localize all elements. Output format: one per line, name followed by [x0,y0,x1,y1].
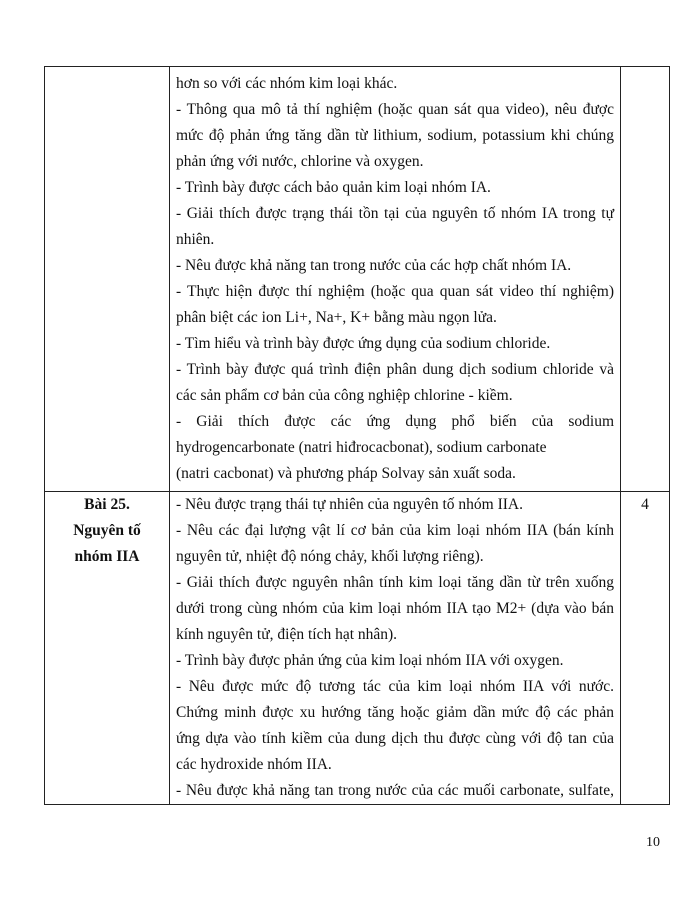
text-line: các hydroxide nhóm IIA. [176,756,332,773]
text-line: (natri cacbonat) và phương pháp Solvay sản xuất soda. [176,465,516,482]
lesson-title-line: nhóm IIA [74,548,140,565]
page-number: 10 [646,835,660,850]
text-line: Chứng minh được xu hướng tăng hoặc giảm dần mức độ các phản [176,704,614,721]
table-row [45,492,670,805]
text-line: - Nêu được trạng thái tự nhiên của nguyên tố nhóm IIA. [176,496,523,513]
text-line: các sản phẩm cơ bản của công nghiệp chlorine - kiềm. [176,387,513,404]
text-line: - Giải thích được nguyên nhân tính kim loại tăng dần từ trên xuống [176,574,614,591]
text-line: - Trình bày được quá trình điện phân dung dịch sodium chloride và [176,361,614,378]
table-row [45,67,670,492]
periods-cell [621,67,670,492]
text-line: - Trình bày được phản ứng của kim loại nhóm IIA với oxygen. [176,652,564,669]
text-line: dưới trong cùng nhóm của kim loại nhóm IIA tạo M2+ (dựa vào bán [176,600,614,617]
text-line: nhiên. [176,231,215,248]
lesson-cell [45,67,170,492]
requirements-cell [170,67,621,492]
text-line: - Giải thích được các ứng dụng phổ biến của sodium [176,413,614,430]
text-line: - Thông qua mô tả thí nghiệm (hoặc quan sát qua video), nêu được [176,101,614,118]
text-line: - Nêu các đại lượng vật lí cơ bản của kim loại nhóm IIA (bán kính [176,522,614,539]
requirements-text [176,492,614,804]
text-line: - Nêu được mức độ tương tác của kim loại nhóm IIA với nước. [176,678,614,695]
text-line: - Thực hiện được thí nghiệm (hoặc qua quan sát video thí nghiệm) [176,283,614,300]
text-line: - Tìm hiểu và trình bày được ứng dụng của sodium chloride. [176,335,551,352]
text-line: - Nêu được khả năng tan trong nước của các hợp chất nhóm IA. [176,257,572,274]
text-line: mức độ phản ứng tăng dần từ lithium, sodium, potassium khi chúng [176,127,614,144]
periods-cell [621,492,670,805]
text-line: - Trình bày được cách bảo quản kim loại nhóm IA. [176,179,491,196]
text-line: kính nguyên tử, điện tích hạt nhân). [176,626,398,643]
lesson-title-line: Bài 25. [84,496,130,513]
requirements-text [176,67,614,491]
lesson-title [45,492,169,570]
text-line: nguyên tử, nhiệt độ nóng chảy, khối lượng riêng). [176,548,484,565]
text-line: hydrogencarbonate (natri hiđrocacbonat), sodium carbonate [176,439,547,456]
lesson-cell [45,492,170,805]
text-line: hơn so với các nhóm kim loại khác. [176,75,398,92]
text-line: phân biệt các ion Li+, Na+, K+ bằng màu ngọn lửa. [176,309,497,326]
text-line: - Giải thích được trạng thái tồn tại của nguyên tố nhóm IA trong tự [176,205,614,222]
text-line: phản ứng với nước, chlorine và oxygen. [176,153,424,170]
curriculum-table [44,66,670,805]
text-line: - Nêu được khả năng tan trong nước của các muối carbonate, sulfate, [176,782,614,799]
requirements-cell [170,492,621,805]
periods-value: 4 [641,496,649,513]
lesson-title-line: Nguyên tố [73,522,141,539]
text-line: ứng dựa vào tính kiềm của dung dịch thu được cùng với độ tan của [176,730,614,747]
